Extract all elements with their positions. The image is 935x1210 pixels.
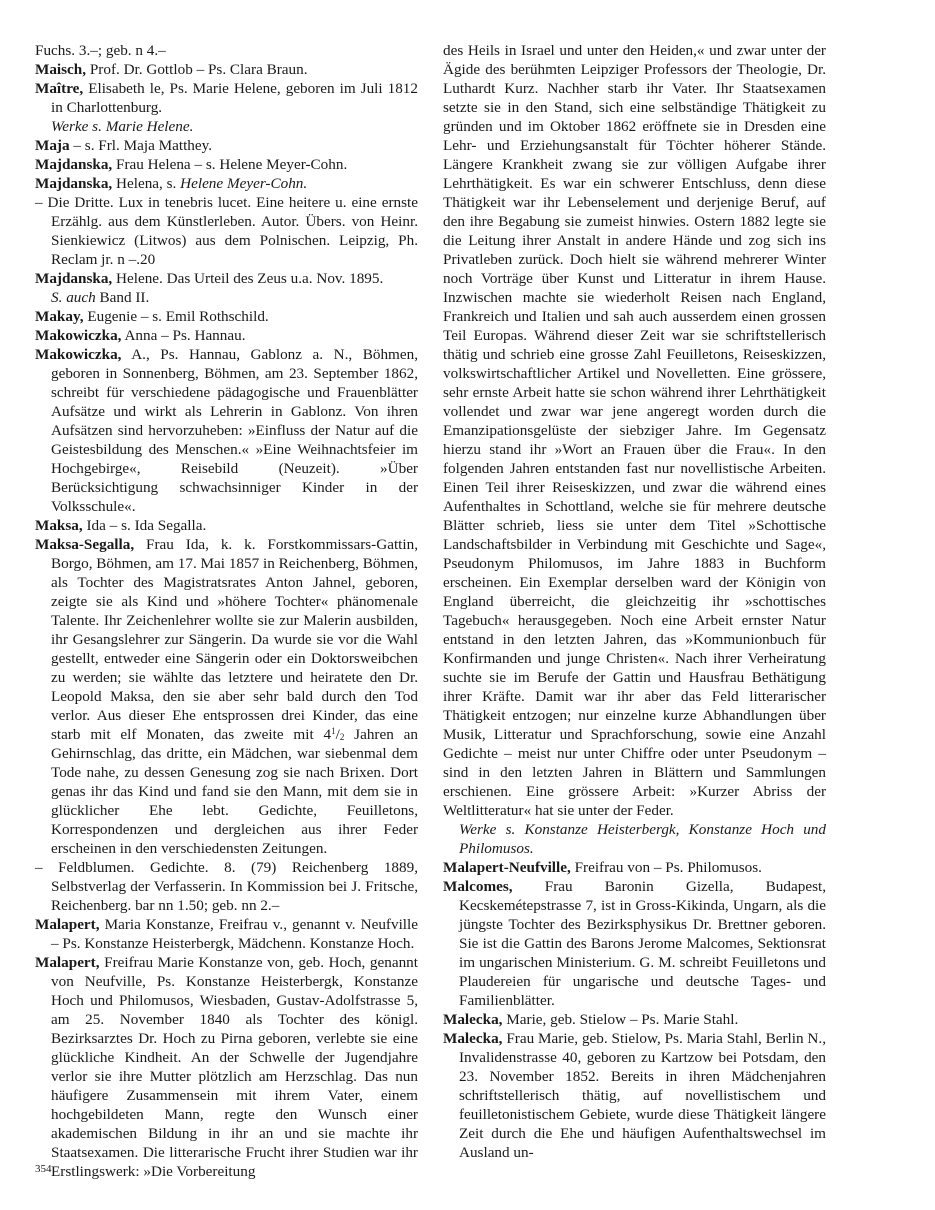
entry-paragraph — [443, 820, 826, 858]
entry-paragraph — [35, 858, 418, 915]
entry-paragraph — [35, 953, 418, 1181]
entry-text: Eugenie – s. Emil Rothschild. — [83, 308, 269, 325]
entry-text: Helene. Das Urteil des Zeus u.a. Nov. 1895. — [112, 270, 384, 287]
entry-paragraph — [35, 915, 418, 953]
entry-text: Frau Helena – s. Helene Meyer-Cohn. — [112, 156, 348, 173]
entry-paragraph — [35, 193, 418, 269]
entry-paragraph — [35, 79, 418, 117]
entry-italic-text: Helene Meyer-Cohn. — [180, 175, 308, 192]
right-column — [443, 41, 826, 1162]
entry-name: Majdanska, — [35, 270, 113, 287]
entry-name: Malcomes, — [443, 878, 513, 895]
entry-paragraph — [443, 877, 826, 1010]
entry-text: Elisabeth le, Ps. Marie Helene, geboren im Juli 1812 in Charlottenburg. — [51, 80, 418, 116]
fraction-denominator: 2 — [339, 732, 345, 742]
works-reference: Werke s. Konstanze Heisterbergk, Konstanze Hoch und Philomusos. — [459, 821, 826, 857]
entry-name: Majdanska, — [35, 175, 113, 192]
entry-name: Malapert, — [35, 954, 100, 971]
entry-paragraph — [443, 1010, 826, 1029]
entry-name: Maksa-Segalla, — [35, 536, 135, 553]
entry-name: Makowiczka, — [35, 327, 122, 344]
entry-name: Majdanska, — [35, 156, 113, 173]
entry-name: Malecka, — [443, 1011, 503, 1028]
entry-paragraph: Maksa-Segalla, Frau Ida, k. k. Forstkommissars-Gattin, Borgo, Böhmen, am 17. Mai 1857 in Reichenberg, Böhmen, als Tochter des Magistratsrates Anton Jahnel, geboren, zeigte sie als Kind und »höhere Tochter« phänomenale Talente. Ihr Zeichenlehrer wollte sie zur Malerin ausbilden, ihr Gesangslehrer zur Sängerin. Da wurde sie vor die Wahl gestellt, entweder eine Sängerin oder ein Doktorsweibchen zu werden; sie wählte das letztere und heiratete den Dr. Leopold Maksa, den sie aber sehr bald durch den Tod verlor. Aus dieser Ehe entsprossen drei Kinder, das eine starb mit elf Monaten, das zweite mit $4^1/_2$ Jahren an Gehirnschlag, das dritte, ein Mädchen, war siebenmal dem Tode nahe, zu dessen Genesung zog sie nach Brixen. Dort genas ihr das Kind und fand sie den Mann, mit dem sie in glücklicher Ehe lebt. Gedichte, Feuilletons, Korrespondenzen und dergleichen aus ihrer Feder erscheinen in den verschiedensten Zeitungen. — [35, 536, 418, 857]
entry-text: – s. Frl. Maja Matthey. — [69, 137, 213, 154]
entry-paragraph — [35, 60, 418, 79]
entry-paragraph — [35, 516, 418, 535]
entry-name: Maisch, — [35, 61, 87, 78]
paragraph-text: Fuchs. 3.–; geb. n 4.– — [35, 42, 166, 59]
entry-text: Prof. Dr. Gottlob – Ps. Clara Braun. — [86, 61, 308, 78]
entry-paragraph — [35, 288, 418, 307]
page-number: 354 — [35, 1163, 52, 1175]
see-also-label: S. auch — [51, 289, 96, 306]
entry-text: Frau Baronin Gizella, Budapest, Kecskemétерstrasse 7, ist in Gross-Kikinda, Ungarn, als die jüngste Tochter des Bezirksphysikus Dr. Brettner geboren. Sie ist die Gattin des Barons Jerome Malcomes, Sektionsrat im ungarischen Ministerium. G. M. schreibt Feuilletons und Plaudereien für ungarische und deutsche Tages- und Familienblätter. — [459, 878, 826, 1009]
entry-paragraph — [35, 269, 418, 288]
entry-name: Malapert-Neufville, — [443, 859, 571, 876]
entry-paragraph — [35, 345, 418, 516]
entry-text: Ida – s. Ida Segalla. — [82, 517, 207, 534]
entry-name: Malapert, — [35, 916, 100, 933]
entry-paragraph — [35, 307, 418, 326]
entry-text: Frau Marie, geb. Stielow, Ps. Maria Stahl, Berlin N., Invalidenstrasse 40, geboren zu Kartzow bei Potsdam, den 23. November 1852. Bereits in ihren Mädchenjahren schriftstellerisch thätig, auf novellistischem und feuilletonistischem Gebiete, wurde diese Thätigkeit längere Zeit durch die Ehe und häufigen Aufenthaltswechsel im Ausland un- — [459, 1030, 826, 1161]
left-column — [35, 41, 418, 1181]
entry-paragraph — [443, 41, 826, 820]
entry-paragraph — [35, 41, 418, 60]
works-reference: Werke s. Marie Helene. — [51, 118, 194, 135]
entry-name: Malecka, — [443, 1030, 503, 1047]
entry-paragraph — [35, 326, 418, 345]
entry-text: Anna – Ps. Hannau. — [121, 327, 246, 344]
entry-text: Marie, geb. Stielow – Ps. Marie Stahl. — [502, 1011, 739, 1028]
entry-text: A., Ps. Hannau, Gablonz a. N., Böhmen, geboren in Sonnenberg, Böhmen, am 23. September 1862, schreibt für verschiedene pädagogische und Frauenblätter Aufsätze und wirkt als Lehrerin in Gablonz. Von ihren Aufsätzen sind hervorzuheben: »Einfluss der Natur auf die Geistesbildung des Menschen.« »Eine Weihnachtsfeier im Hochgebirge«, Reisebild (Neuzeit). »Über Berücksichtigung schwachsinniger Kinder in der Volksschule«. — [51, 346, 418, 515]
entry-name: Makowiczka, — [35, 346, 122, 363]
bibliography-item: – Feldblumen. Gedichte. 8. (79) Reichenberg 1889, Selbstverlag der Verfasserin. In Kommission bei J. Fritsche, Reichenberg. bar nn 1.50; geb. nn 2.– — [35, 859, 418, 914]
bibliography-item: – Die Dritte. Lux in tenebris lucet. Eine heitere u. eine ernste Erzählg. aus dem Künstlerleben. Autor. Übers. von Heinr. Sienkiewicz (Litwos) aus dem Polnischen. Leipzig, Ph. Reclam jr. n –.20 — [35, 194, 418, 268]
entry-text: Frau Ida, k. k. Forstkommissars-Gattin, Borgo, Böhmen, am 17. Mai 1857 in Reichenberg, Böhmen, als Tochter des Magistratsrates Anton Jahnel, geboren, zeigte sie als Kind und »höhere Tochter« phänomenale Talente. Ihr Zeichenlehrer wollte sie zur Malerin ausbilden, ihr Gesangslehrer zur Sängerin. Da wurde sie vor die Wahl gestellt, entweder eine Sängerin oder ein Doktorsweibchen zu werden; sie wählte das letztere und heiratete den Dr. Leopold Maksa, den sie aber sehr bald durch den Tod verlor. Aus dieser Ehe entsprossen drei Kinder, das eine starb mit elf Monaten, das zweite mit 4 — [51, 536, 418, 743]
entry-text: Freifrau von – Ps. Philomusos. — [570, 859, 762, 876]
entry-paragraph — [35, 136, 418, 155]
paragraph-text: des Heils in Israel und unter den Heiden,« und zwar unter der Ägide des berühmten Leipziger Professors der Theologie, Dr. Luthardt Kurz. Nachher starb ihr Vater. Ihr Staatsexamen setzte sie in den Stand, sich eine selbständige Thätigkeit zu gründen und im Oktober 1862 eröffnete sie in Dresden eine Lehr- und Erziehungsanstalt für Töchter höherer Stände. Längere Krankheit zwang sie zur völligen Aufgabe ihrer Lehrthätigkeit. Es war ein schwerer Entschluss, denn diese Thätigkeit war ihr Lebenselement und derjenige Beruf, auf den ihre Begabung sie zumeist hinwies. Ostern 1882 legte sie die Leitung ihrer Anstalt in andere Hände und zog sich ins Privatleben zurück. Doch hielt sie während mehrerer Winter noch Vorträge über Kunst und Litteratur in ihrem Hause. Inzwischen machte sie wiederholt Reisen nach England, Frankreich und Italien und sah auch ausserdem einen grossen Teil Europas. Während dieser Zeit war sie schriftstellerisch thätig und schrieb eine grosse Zahl Feuilletons, Reiseskizzen, volkswirtschaftlicher Artikel und Novelletten. Eine grössere, sehr ernste Arbeit hatte sie schon während ihrer Lehrthätigkeit vollendet und zwar war jene angeregt worden durch die Emanzipationsgelüste der siebziger Jahre. Im Gegensatz hierzu stand ihr »Wort an Frauen über die Frau«. In den folgenden Jahren entstanden fast nur novellistische Arbeiten. Einen Teil ihrer Reiseskizzen, und zwar die während eines Aufenthaltes in Schottland, welche sie für mehrere deutsche Blätter schrieb, liess sie unter dem Titel »Schottische Landschaftsbilder in Verbindung mit Geschichte und Sage«, Pseudonym Philomusos, im Jahre 1883 in Buchform erscheinen. Ein Exemplar derselben ward der Königin von England überreicht, die gleichzeitig ihr »schottisches Tagebuch« herausgegeben. Noch eine Arbeit ernster Natur entstand in den letzten Jahren, das »Kommunionbuch für Konfirmanden und junge Christen«. Nach ihrer Verheiratung suchte sie im Berufe der Gattin und Hausfrau Bethätigung ihrer Kräfte. Damit war ihr aber das Feld litterarischer Thätigkeit entzogen; nur einzelne kurze Abhandlungen über Musik, Litteratur und Sprachforschung, sowie eine Anzahl Gedichte – meist nur unter Chiffre oder unter Pseudonym – sind in den letzten Jahren in Blättern und Sammlungen erschienen. Eine grössere Arbeit: »Kurzer Abriss der Weltlitteratur« hat sie unter der Feder. — [443, 42, 826, 819]
entry-text: Maria Konstanze, Freifrau v., genannt v. Neufville – Ps. Konstanze Heisterbergk, Mädchenn. Konstanze Hoch. — [51, 916, 418, 952]
entry-paragraph — [443, 858, 826, 877]
entry-paragraph — [35, 155, 418, 174]
entry-paragraph — [443, 1029, 826, 1162]
entry-name: Makay, — [35, 308, 84, 325]
entry-paragraph — [35, 117, 418, 136]
entry-text: Helena, s. — [112, 175, 181, 192]
fraction-numerator: 1 — [331, 726, 336, 736]
entry-name: Maksa, — [35, 517, 83, 534]
entry-paragraph — [35, 174, 418, 193]
entry-text-continued: Jahren an Gehirnschlag, das dritte, ein Mädchen, war siebenmal dem Tode nahe, zu dessen Genesung zog sie nach Brixen. Dort genas ihr das Kind und fand sie den Mann, mit dem sie in glücklicher Ehe lebt. Gedichte, Feuilletons, Korrespondenzen und dergleichen aus ihrer Feder erscheinen in den verschiedensten Zeitungen. — [51, 726, 418, 857]
entry-name: Maja — [35, 137, 70, 154]
entry-name: Maître, — [35, 80, 84, 97]
entry-text: Freifrau Marie Konstanze von, geb. Hoch, genannt von Neufville, Ps. Konstanze Heisterbergk, Konstanze Hoch und Philomusos, Wiesbaden, Gustav-Adolfstrasse 5, am 25. November 1840 als Tochter des königl. Bezirksarztes Dr. Hoch zu Pirna geboren, verlebte sie eine glückliche Kindheit. An der Schwelle der Jugendjahre verlor sie ihre Mutter plötzlich am Herzschlag. Das nun häufigere Zusammensein mit ihrem Vater, einem hochgebildeten Mann, regte den Wunsch einer akademischen Bildung in ihr an und sie machte ihr Staatsexamen. Die litterarische Frucht ihrer Studien war ihr Erstlingswerk: »Die Vorbereitung — [51, 954, 418, 1180]
see-also-text: Band II. — [95, 289, 150, 306]
